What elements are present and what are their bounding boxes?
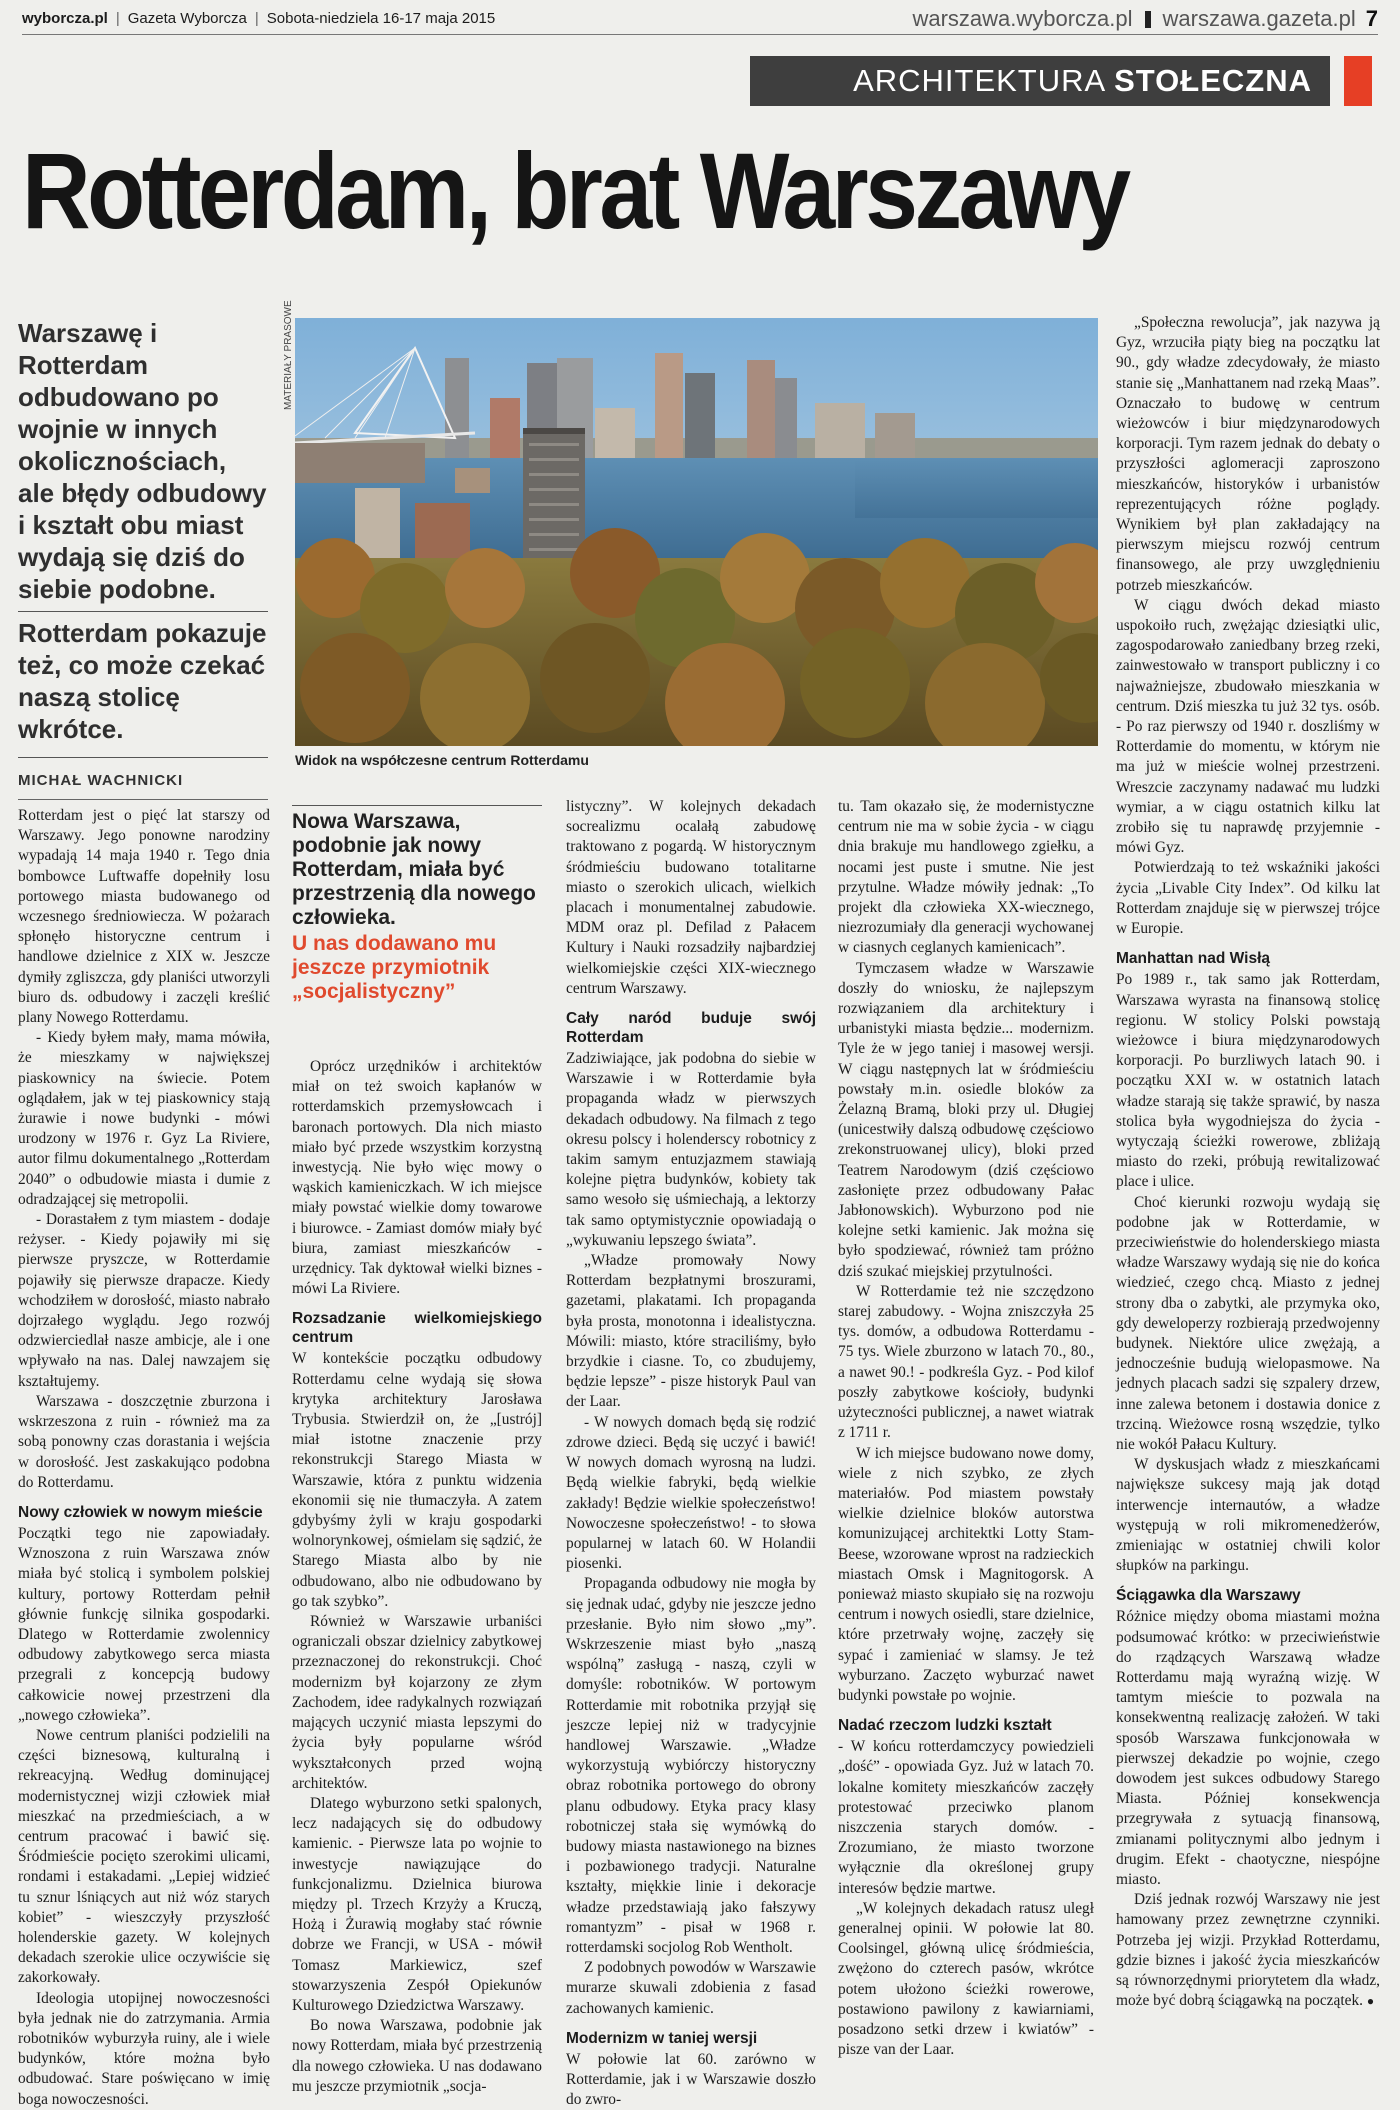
headline: Rotterdam, brat Warszawy (22, 130, 1128, 251)
pull-quote-accent: U nas dodawano mu jeszcze przymiotnik „socjalistyczny” (292, 932, 497, 1003)
divider-bar (1145, 11, 1151, 28)
paragraph: Zadziwiające, jak podobna do siebie w Warszawie i w Rotterdamie była propaganda władz w pierwszych dekadach odbudowy. Na filmach z tego okresu polscy i holenderscy robotnicy z takim samym entuzjazmem stawiają kolejne piętra budynków, kobiety tak samo wesoło się uśmiechają, a lektorzy tak samo optymistycznie opowiadają o „wykuwaniu lepszego świata”. (566, 1050, 816, 1249)
paragraph-text: Dziś jednak rozwój Warszawy nie jest hamowany przez zewnętrzne czynniki. Potrzeba jej wizji. Przykład Rotterdamu, gdzie biznes i jakość życia mieszkańców są równorzędnymi priorytetem dla władz, może być dobrą ściągawką na początek. (1116, 1891, 1380, 2010)
site-name[interactable]: wyborcza.pl (22, 10, 108, 27)
subheading: Nadać rzeczom ludzki kształt (838, 1717, 1052, 1735)
paragraph: Ideologia utopijnej nowoczesności była jednak nie do zatrzymania. Armia robotników wyburzyła ruiny, ale i wiele budynków, które można było odbudować. Stare poświęcano w imię boga nowoczesności. (18, 1989, 270, 2108)
paragraph: Rotterdam jest o pięć lat starszy od Warszawy. Jego ponowne narodziny wypadają 14 maja 1940 r. Tego dnia bombowce Luftwaffe dopełniły losu portowego miasta budowanego od wczesnego średniowiecza. W pożarach spłonęło historyczne centrum i handlowe dzielnice z XIX w. Jeszcze dymiły zgliszcza, gdy planiści utworzyli biuro ds. odbudowy i zaczęli kreślić plany Nowego Rotterdamu. (18, 807, 270, 1027)
paragraph: W ich miejsce budowano nowe domy, wiele z nich szybko, ze złych materiałów. Pod miastem powstały wielkie dzielnice bloków autorstwa komunizującej architektki Lotty Stam-Beese, wzorowane wprost na radzieckich miastach Omsk i Magnitogorsk. A ponieważ miasto skupiało się na rozwoju centrum i nowych osiedli, stare dzielnice, które przetrwały wojnę, zaczęły się sypać i zamieniać w slamsy. Je też wyburzano. Zaczęto wyburzać nawet budynki powstałe po wojnie. (838, 1444, 1094, 1704)
paragraph: - Dorastałem z tym miastem - dodaje reżyser. - Kiedy pojawiły mi się pierwsze pryszcze, w Rotterdamie pojawiły się pierwsze drapacze. Kiedy wchodziłem w dorosłość, miasto nabrało dojrzałego wyglądu. Jego rozwój odzwierciedlał nasze ambicje, ale i one wpływało na nas. Dalej nawzajem się kształtujemy. (18, 1211, 270, 1390)
web-link-2[interactable]: warszawa.gazeta.pl (1162, 6, 1356, 31)
paragraph: - Kiedy byłem mały, mama mówiła, że mieszkamy w największej piaskownicy na świecie. Potem oglądałem, jak w tej piaskownicy stają żurawie i nowe budynki - mówi urodzony w 1976 r. Gyz La Riviere, autor filmu dokumentalnego „Rotterdam 2040” o odbudowie miasta i dumie z odradzającej się metropolii. (18, 1029, 270, 1208)
masthead-left: wyborcza.pl | Gazeta Wyborcza | Sobota-niedziela 16-17 maja 2015 (22, 10, 496, 27)
paragraph: tu. Tam okazało się, że modernistyczne centrum nie ma w sobie życia - w ciągu dnia brakuje mu handlowego zgiełku, a nocami jest puste i smutne. Nie jest przytulne. Władze mówiły jednak: „To projekt dla człowieka XX-wiecznego, niezrozumiały dla generacji wychowanej w ciasnych ceglanych kamienicach”. (838, 798, 1094, 957)
paragraph: Bo nowa Warszawa, podobnie jak nowy Rotterdam, miała być przestrzenią dla nowego człowieka. U nas dodawano mu jeszcze przymiotnik „socja- (292, 2017, 542, 2095)
photo-credit: MATERIAŁY PRASOWE (283, 300, 294, 410)
pull-quote-main: Nowa Warszawa, podobnie jak nowy Rotterdam, miała być przestrzenią dla nowego człowieka. (292, 810, 536, 929)
masthead (22, 8, 1378, 35)
paragraph: „Władze promowały Nowy Rotterdam bezpłatnymi broszurami, gazetami, plakatami. Ich propaganda była prosta, monotonna i idealistyczna. Mówili: miasto, które straciliśmy, było brzydkie i ciasne. To, co zbudujemy, będzie lepsze” - pisze historyk Paul van der Laar. (566, 1252, 816, 1411)
paragraph: Również w Warszawie urbaniści ograniczali obszar dzielnicy zabytkowej przeznaczonej do rekonstrukcji. Choć modernizm był kojarzony ze złym Zachodem, idee radykalnych rozwiązań mających uczynić miasta lepszymi do życia były popularne wśród wykształconych przed wojną architektów. (292, 1613, 542, 1792)
article-column-3 (566, 797, 816, 2110)
section-bold: STOŁECZNA (1114, 63, 1312, 98)
paragraph: Różnice między oboma miastami można podsumować krótko: w przeciwieństwie do rządzących Warszawą władze Rotterdamu mają wyraźną wizję. W tamtym mieście to pozwala na konsekwentną realizację założeń. W taki sposób Warszawa funkcjonowała w pierwszej dekadzie po wojnie, czego dowodem jest sukces odbudowy Starego Miasta. Później konsekwencja przegrywała z sytuacją finansową, zmianami politycznymi albo jednym i drugim. Efekt - chaotyczne, niespójne miasto. (1116, 1608, 1380, 1889)
subheading: Modernizm w taniej wersji (566, 2029, 758, 2047)
article-column-1 (18, 806, 270, 2110)
paragraph: Oprócz urzędników i architektów miał on też swoich kapłanów w rotterdamskich przemysłowcach i baronach portowych. Dla nich miasto miało być przede wszystkim korzystną inwestycją. Nie było więc mowy o wąskich kamieniczkach. W ich miejsce miały powstać wielkie domy towarowe i biurowce. - Zamiast domów miały być biura, zamiast mieszkańców - urzędnicy. Tak dyktował wielki biznes - mówi La Riviere. (292, 1058, 542, 1298)
paragraph: Choć kierunki rozwoju wydają się podobne jak w Rotterdamie, w przeciwieństwie do holenderskiego miasta władze Warszawy wydają się nie do końca wiedzieć, czego chcą. Miasto z jednej strony dba o zabytki, ale przymyka oko, gdy deweloperzy rozbierają przedwojenny budynek. Niektóre ulice zwężają, a jednocześnie budują wielopasmowe. Na jednych placach sadzi się szpalery drzew, inne zalewa betonem i dostawia donice z trzciną. Wieżowce rosną wszędzie, tylko nie wokół Pałacu Kultury. (1116, 1193, 1380, 1453)
paragraph: - W końcu rotterdamczycy powiedzieli „dość” - opowiada Gyz. Już w latach 70. lokalne komitety mieszkańców zaczęły protestować przeciwko planom niszczenia starych domów. - Zrozumiano, że miasto tworzone wyłącznie dla określonej grupy interesów będzie martwe. (838, 1738, 1094, 1897)
subheading: Rozsadzanie wielkomiejskiego centrum (292, 1310, 542, 1347)
subheading: Cały naród buduje swój Rotterdam (566, 1010, 816, 1047)
issue-date: Sobota-niedziela 16-17 maja 2015 (266, 10, 496, 27)
section-light: ARCHITEKTURA (853, 63, 1105, 98)
paragraph: Tymczasem władze w Warszawie doszły do wniosku, że najlepszym rozwiązaniem dla architektury i urbanistyki miasta będzie... modernizm. Tyle że w jego taniej i masowej wersji. W ciągu następnych lat w śródmieściu powstały m.in. osiedle bloków za Żelazną Bramą, bloki przy ul. Długiej (unicestwiły dalszą odbudowę częściowo zrekonstruowanej ulicy), bloki przed Teatrem Narodowym (dziś częściowo zasłonięte przez odbudowany Pałac Jabłonowskich). Wyburzono pod nie kolejne setki kamienic. Jak można się było spodziewać, również tam próżno dziś szukać miejskiej przytulności. (838, 959, 1094, 1280)
subheading: Nowy człowiek w nowym mieście (18, 1503, 263, 1521)
lead-paragraph-2: Rotterdam pokazuje też, co może czekać naszą stolicę wkrótce. (18, 617, 268, 758)
article-column-4 (838, 797, 1094, 2060)
paragraph: „Społeczna rewolucja”, jak nazywa ją Gyz, wrzuciła piąty bieg na początku lat 90., gdy władze zdecydowały, że miasto stanie się „Manhattanem nad rzeką Maas”. Oznaczało to budowę w centrum wieżowców i biur międzynarodowych korporacji. Tym razem jednak do debaty o przyszłości aglomeracji zaproszono mieszkańców, historyków i urbanistów reprezentujących różne poglądy. Wynikiem był plan zakładający na pierwszym miejscu rozwój centrum finansowego, ale przy uwzględnieniu potrzeb mieszkańców. (1116, 314, 1380, 594)
section-accent-bar (1344, 56, 1372, 106)
city-skyline-illustration (295, 318, 1098, 746)
paragraph: Nowe centrum planiści podzielili na części biznesową, kulturalną i rekreacyjną. Według dominującej modernistycznej wizji człowiek miał mieszkać na przedmieściach, a w centrum pracować i bawić się. Śródmieście pocięto szerokimi ulicami, rondami i estakadami. „Lepiej widzieć tu sznur lśniących aut niż wóz starych kobiet” - wieszczyły przyszłość holenderskie gazety. W kolejnych dekadach szerokie ulice oczywiście się zakorkowały. (18, 1726, 270, 1987)
end-mark-icon: ● (1366, 1994, 1375, 2009)
paragraph: Potwierdzają to też wskaźniki jakości życia „Livable City Index”. Od kilku lat Rotterdam znajduje się w pierwszej trójce w Europie. (1116, 859, 1380, 938)
paragraph: W kontekście początku odbudowy Rotterdamu celne wydają się słowa krytyka architektury Jarosława Trybusia. Stwierdził on, że „[ustrój] miał istotne znaczenie przy rekonstrukcji Starego Miasta w Warszawie, która z punktu widzenia ekonomii się nie tłumaczyła. A zatem gdybyśmy żyli w kraju gospodarki wolnorynkowej, ośmielam się sądzić, że Starego Miasta albo by nie odbudowano, albo nie odbudowano by go tak szybko”. (292, 1350, 542, 1610)
pull-quote (292, 805, 542, 1004)
paragraph (1116, 1890, 1380, 2011)
paragraph: Warszawa - doszczętnie zburzona i wskrzeszona z ruin - również ma za sobą ponowny czas dorastania i wejścia w dorosłość. Jest zaskakująco podobna do Rotterdamu. (18, 1392, 270, 1491)
paragraph: - W nowych domach będą się rodzić zdrowe dzieci. Będą się uczyć i bawić! W nowych domach wyrosną na ludzi. Będą wielkie fabryki, będą wielkie zakłady! Będzie wielkie społeczeństwo! Nowoczesne społeczeństwo! - to słowa popularnej w latach 60. W Holandii piosenki. (566, 1413, 816, 1573)
paragraph: W Rotterdamie też nie szczędzono starej zabudowy. - Wojna zniszczyła 25 tys. domów, a odbudowa Rotterdamu - 75 tys. Wiele zburzono w latach 70., 80., a nawet 90.! - podkreśla Gyz. - Pod kilof poszły zabytkowe kościoły, budynki użyteczności publicznej, a nawet wiatrak z 1711 r. (838, 1282, 1094, 1442)
subheading: Ściągawka dla Warszawy (1116, 1587, 1301, 1605)
paragraph: W dyskusjach władz z mieszkańcami największe sukcesy mają jak dotąd interwencje internautów, a władze występują w roli mikromenedżerów, zmieniając w ostatniej chwili kolor słupków na parkingu. (1116, 1456, 1380, 1575)
paragraph: listyczny”. W kolejnych dekadach socrealizmu ocalałą zabudowę traktowano z pogardą. W historycznym śródmieściu budowano totalitarne miasto o szerokich ulicach, wielkich placach i monumentalnej zabudowie. MDM oraz pl. Defilad z Pałacem Kultury i Nauki rozsadziły najbardziej wielkomiejskie części XIX-wiecznego centrum Warszawy. (566, 798, 816, 997)
section-banner (750, 56, 1330, 106)
paragraph: Po 1989 r., tak samo jak Rotterdam, Warszawa wyrasta na finansową stolicę regionu. W stolicy Polski powstają wieżowce i biura międzynarodowych korporacji. Po burzliwych latach 90. i początku XXI w. w ostatnich latach władze starają się także sprawić, by nasza stolica była wygodniejsza do życia - wytyczają ścieżki rowerowe, zbliżają miasto do rzeki, próbują rewitalizować place i ulice. (1116, 971, 1380, 1191)
paragraph: Dlatego wyburzono setki spalonych, lecz nadających się do odbudowy kamienic. - Pierwsze lata po wojnie to inwestycje nawiązujące do funkcjonalizmu. Dzielnica biurowa między pl. Trzech Krzyży a Kruczą, Hożą i Żurawią mogłaby stać równie dobrze we Francji, w USA - mówił Tomasz Markiewicz, szef stowarzyszenia Zespół Opiekunów Kulturowego Dziedzictwa Warszawy. (292, 1794, 542, 2014)
subheading: Manhattan nad Wisłą (1116, 950, 1271, 968)
paragraph: Propaganda odbudowy nie mogła by się jednak udać, gdyby nie jeszcze jedno przesłanie. Było nim słowo „my”. Wskrzeszenie miast było „naszą wspólną” zasługą - naszą, czyli w domyśle: robotników. W portowym Rotterdamie mit robotnika przyjął się jeszcze lepiej niż w tradycyjnie handlowej Warszawie. „Władze wykorzystują wybiórczy historyczny obraz robotnika portowego do obrony planu odbudowy. Etyka pracy klasy robotniczej stała się wymówką do budowy miasta nastawionego na biznes i pozbawionego tradycji. Naturalne kształty, miękkie linie i dekoracje władze przedstawiają jako fałszywy romantyzm” - pisał w 1968 r. rotterdamski socjolog Rob Wentholt. (566, 1575, 817, 1956)
page-number: 7 (1365, 6, 1378, 31)
rotterdam-photo (295, 318, 1098, 746)
paper-name: Gazeta Wyborcza (127, 10, 247, 27)
paragraph: Z podobnych powodów w Warszawie murarze skuwali zdobienia z fasad zachowanych kamienic. (566, 1959, 816, 2017)
masthead-right (912, 6, 1378, 32)
article-column-2 (292, 1057, 542, 2097)
web-link-1[interactable]: warszawa.wyborcza.pl (912, 6, 1133, 31)
paragraph: Początki tego nie zapowiadały. Wznoszona z ruin Warszawa znów miała być stolicą i symbolem polskiej kultury, portowy Rotterdam pełnił głównie funkcję silnika gospodarki. Dlatego w Rotterdamie zwolennicy odbudowy zabytkowego serca miasta przegrali z koncepcją budowy całkowicie nowej przestrzeni dla „nowego człowieka”. (18, 1524, 270, 1724)
photo-caption: Widok na współczesne centrum Rotterdamu (295, 752, 589, 768)
byline: MICHAŁ WACHNICKI (18, 772, 268, 800)
lead-paragraph-1: Warszawę i Rotterdam odbudowano po wojnie w innych okolicznościach, ale błędy odbudowy i kształt obu miast wydają się dziś do siebie podobne. (18, 317, 268, 612)
paragraph: W ciągu dwóch dekad miasto uspokoiło ruch, zwężając dziesiątki ulic, zagospodarowało zaniedbany brzeg rzeki, zainwestowało w transport publiczny i co najważniejsze, zbudowało mieszkania w centrum. Dziś mieszka tu już 32 tys. osób. - Po raz pierwszy od 1940 r. doszliśmy w Rotterdamie do momentu, w którym nie ma już w mieście wolnej przestrzeni. Wreszcie zaczynamy nadawać mu ludzki wymiar, a w ciągu ostatnich kilku lat zrobiło się tu naprawdę przyjemnie - mówi Gyz. (1116, 596, 1380, 857)
paragraph: „W kolejnych dekadach ratusz uległ generalnej opinii. W połowie lat 80. Coolsingel, główną ulicę śródmieścia, zwężono do czterech pasów, wkrótce potem ułożono ścieżki rowerowe, postawiono pawilony z kawiarniami, posadzono setki drzew i kwiatów” - pisze van der Laar. (838, 1899, 1094, 2059)
article-column-5 (1116, 313, 1380, 2011)
paragraph: W połowie lat 60. zarówno w Rotterdamie, jak i w Warszawie doszło do zwro- (566, 2050, 816, 2109)
